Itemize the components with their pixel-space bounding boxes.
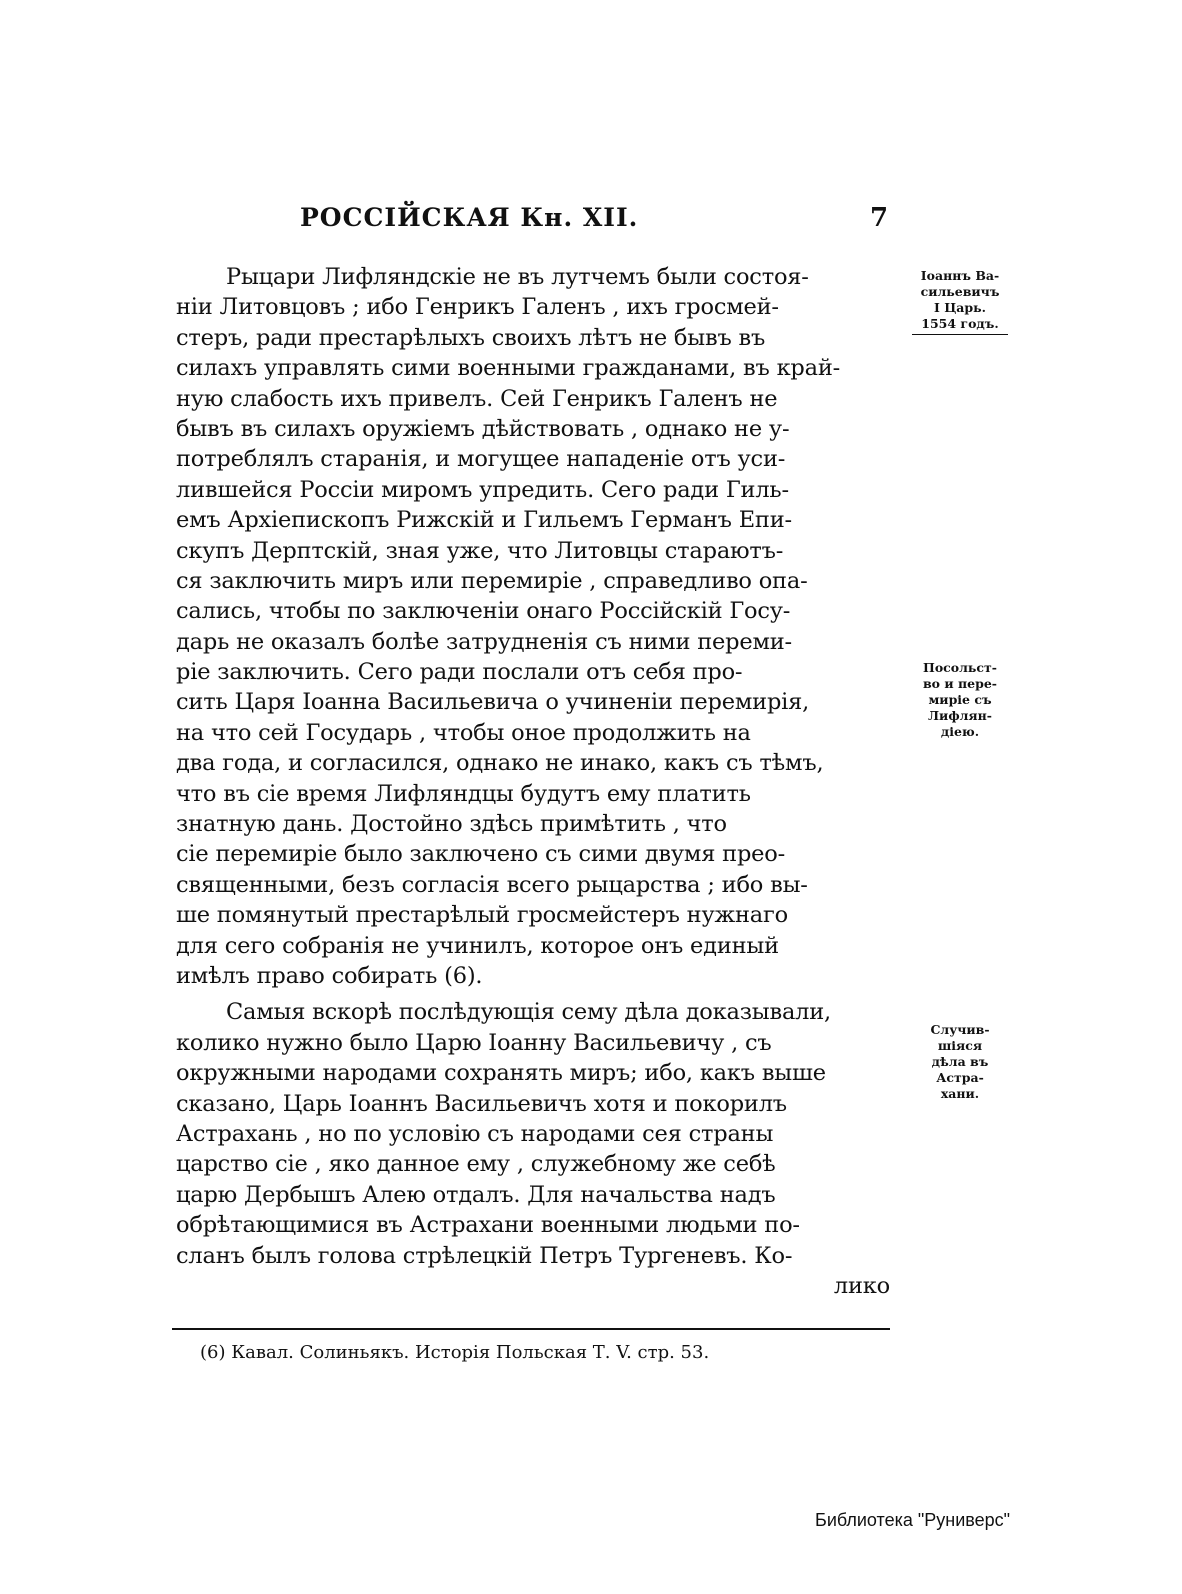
running-head: РОССІЙСКАЯ Кн. XII.: [300, 203, 639, 232]
margin-note-line: I Царь.: [934, 300, 986, 315]
margin-note-embassy: [910, 660, 1010, 740]
margin-note-line: діею.: [940, 724, 980, 739]
body-line: скупъ Дерптскій, зная уже, что Литовцы стараютъ-: [176, 537, 784, 564]
body-line: сланъ былъ голова стрѣлецкій Петръ Тургеневъ. Ко-: [176, 1242, 793, 1269]
margin-note-line: Астра-: [936, 1070, 984, 1085]
margin-note-line: дѣла въ: [931, 1054, 989, 1069]
body-line: Самыя вскорѣ послѣдующія сему дѣла доказывали,: [226, 999, 832, 1026]
body-line: потреблялъ старанія, и могущее нападеніе отъ уси-: [176, 446, 786, 473]
margin-note-line: Посольст-: [923, 660, 997, 675]
body-line: на что сей Государь , чтобы оное продолжить на: [176, 719, 751, 746]
body-line: священными, безъ согласія всего рыцарства ; ибо вы-: [176, 871, 808, 898]
body-line: царю Дербышъ Алею отдалъ. Для начальства надъ: [176, 1181, 776, 1208]
body-line: сались, чтобы по заключеніи онаго Россійскій Госу-: [176, 598, 791, 625]
body-line: ся заключить миръ или перемиріе , справедливо опа-: [176, 567, 808, 594]
page-number: 7: [870, 203, 889, 233]
body-line: дарь не оказалъ болѣе затрудненія съ ними переми-: [176, 628, 792, 655]
body-line: Астрахань , но по условію съ народами сея страны: [176, 1120, 774, 1147]
body-line: знатную дань. Достойно здѣсь примѣтить , что: [176, 811, 727, 838]
margin-note-line: хани.: [940, 1086, 980, 1101]
body-line: окружными народами сохранять миръ; ибо, какъ выше: [176, 1060, 826, 1087]
body-line: обрѣтающимися въ Астрахани военными людьми по-: [176, 1212, 800, 1239]
body-line: ную слабость ихъ привелъ. Сей Генрикъ Галенъ не: [176, 385, 778, 412]
body-line: сказано, Царь Іоаннъ Васильевичъ хотя и покорилъ: [176, 1090, 787, 1117]
body-line: емъ Архіепископъ Рижскій и Гильемъ Германъ Епи-: [176, 507, 792, 534]
body-text: [176, 262, 906, 1301]
margin-note-line: миріе съ: [928, 692, 992, 707]
body-line: силахъ управлять сими военными гражданами, въ край-: [176, 355, 841, 382]
body-line: сіе перемиріе было заключено съ сими двумя прео-: [176, 841, 786, 868]
margin-note-line: [910, 316, 1010, 335]
footnote: (6) Кавал. Солиньякъ. Исторія Польская Т. V. стр. 53.: [200, 1342, 710, 1363]
margin-note-line: шіяся: [937, 1038, 983, 1053]
margin-note-line: во и пере-: [923, 676, 997, 691]
footnote-rule: [172, 1328, 890, 1330]
margin-note-astrakhan: [910, 1022, 1010, 1102]
body-line: два года, и согласился, однако не инако, какъ съ тѣмъ,: [176, 750, 824, 777]
page-header: [300, 203, 900, 243]
body-line: имѣлъ право собирать (6).: [176, 962, 483, 989]
body-line: лившейся Россіи миромъ упредить. Сего ради Гиль-: [176, 476, 789, 503]
body-line: Рыцари Лифляндскіе не въ лутчемъ были состоя-: [226, 264, 809, 290]
body-line: что въ сіе время Лифляндцы будутъ ему платить: [176, 780, 751, 807]
body-line: ріе заключить. Сего ради послали отъ себя про-: [176, 659, 743, 686]
body-line: ше помянутый престарѣлый гросмейстеръ нужнаго: [176, 902, 788, 929]
body-line: сить Царя Іоанна Васильевича о учиненіи перемирія,: [176, 689, 810, 716]
margin-note-line: Лифлян-: [928, 708, 992, 723]
margin-note-ioann: [910, 268, 1010, 335]
body-line: царство сіе , яко данное ему , служебному же себѣ: [176, 1151, 776, 1178]
body-line: колико нужно было Царю Іоанну Васильевичу , съ: [176, 1029, 772, 1056]
margin-note-year: 1554 годъ.: [912, 316, 1008, 335]
body-line: для сего собранія не учинилъ, которое онъ единый: [176, 932, 779, 959]
library-credit: Библиотека "Руниверс": [815, 1510, 1011, 1530]
margin-note-line: сильевичъ: [920, 284, 1000, 299]
body-line: лико: [833, 1272, 890, 1299]
body-line: бывъ въ силахъ оружіемъ дѣйствовать , однако не у-: [176, 415, 790, 442]
margin-note-line: Іоаннъ Ва-: [920, 268, 1000, 283]
body-line: ніи Литовцовъ ; ибо Генрикъ Галенъ , ихъ гросмей-: [176, 294, 779, 321]
body-line: стеръ, ради престарѣлыхъ своихъ лѣтъ не бывъ въ: [176, 324, 766, 351]
margin-note-line: Случив-: [930, 1022, 990, 1037]
